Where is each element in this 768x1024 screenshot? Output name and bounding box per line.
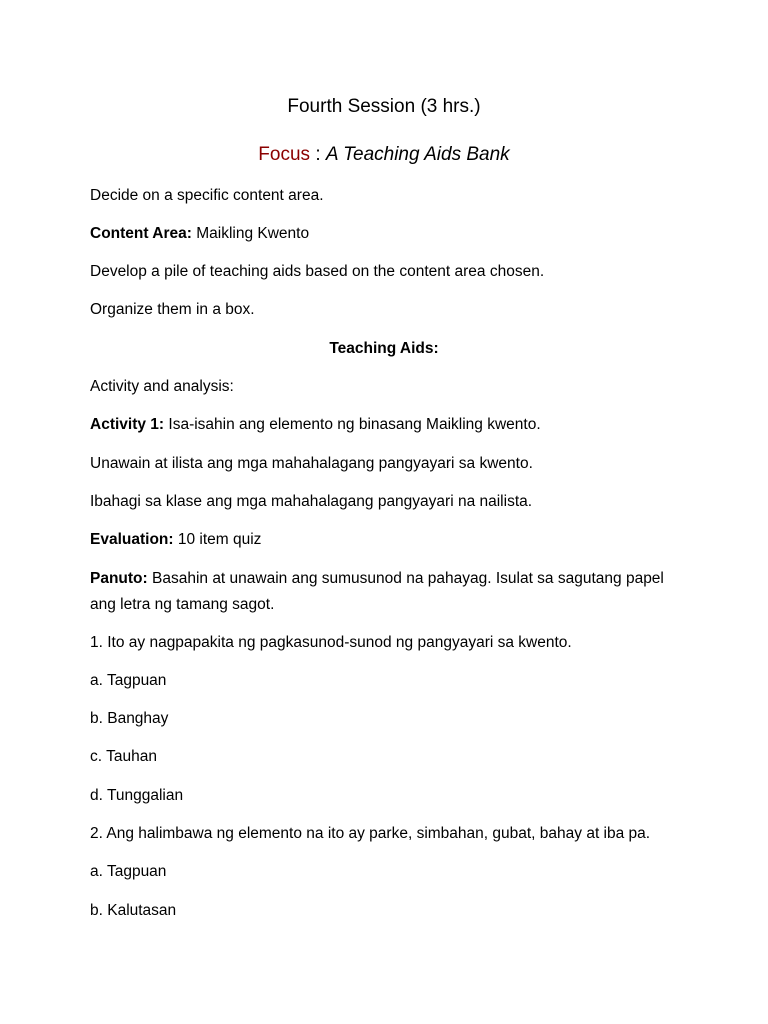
question-2-option-b: b. Kalutasan: [90, 902, 177, 919]
question-1-option-d: d. Tunggalian: [90, 787, 184, 804]
evaluation-text: 10 item quiz: [173, 531, 262, 548]
paragraph-evaluation: [90, 527, 690, 553]
question-2-option-a: a. Tagpuan: [90, 863, 167, 880]
focus-label: Focus: [258, 144, 311, 165]
focus-text: A Teaching Aids Bank: [325, 144, 510, 165]
focus-separator: :: [310, 144, 326, 165]
paragraph-organize: Organize them in a box.: [90, 301, 255, 318]
activity-1-text: Isa-isahin ang elemento ng binasang Maikling kwento.: [164, 416, 541, 433]
paragraph-activity-analysis: Activity and analysis:: [90, 378, 234, 395]
session-title: Fourth Session (3 hrs.): [287, 96, 481, 117]
paragraph-activity-1: [90, 412, 690, 438]
content-area-label: Content Area:: [90, 225, 192, 242]
evaluation-label: Evaluation:: [90, 531, 174, 548]
paragraph-decide: Decide on a specific content area.: [90, 187, 324, 204]
question-1-option-c: c. Tauhan: [90, 748, 157, 765]
paragraph-ibahagi: Ibahagi sa klase ang mga mahahalagang pangyayari na nailista.: [90, 493, 533, 510]
panuto-text: Basahin at unawain ang sumusunod na pahayag. Isulat sa sagutang papel ang letra ng tamang sagot.: [90, 570, 664, 613]
paragraph-unawain: Unawain at ilista ang mga mahahalagang pangyayari sa kwento.: [90, 455, 533, 472]
paragraph-content-area: [90, 221, 690, 247]
question-1-option-a: a. Tagpuan: [90, 672, 167, 689]
paragraph-panuto: [90, 566, 680, 618]
panuto-label: Panuto:: [90, 570, 148, 587]
teaching-aids-heading: Teaching Aids:: [329, 340, 439, 357]
content-area-value: Maikling Kwento: [191, 225, 310, 242]
paragraph-develop: Develop a pile of teaching aids based on the content area chosen.: [90, 263, 545, 280]
question-2: 2. Ang halimbawa ng elemento na ito ay parke, simbahan, gubat, bahay at iba pa.: [90, 825, 651, 842]
focus-heading: [90, 140, 678, 170]
question-1-option-b: b. Banghay: [90, 710, 169, 727]
activity-1-label: Activity 1:: [90, 416, 165, 433]
question-1: 1. Ito ay nagpapakita ng pagkasunod-sunod ng pangyayari sa kwento.: [90, 634, 572, 651]
